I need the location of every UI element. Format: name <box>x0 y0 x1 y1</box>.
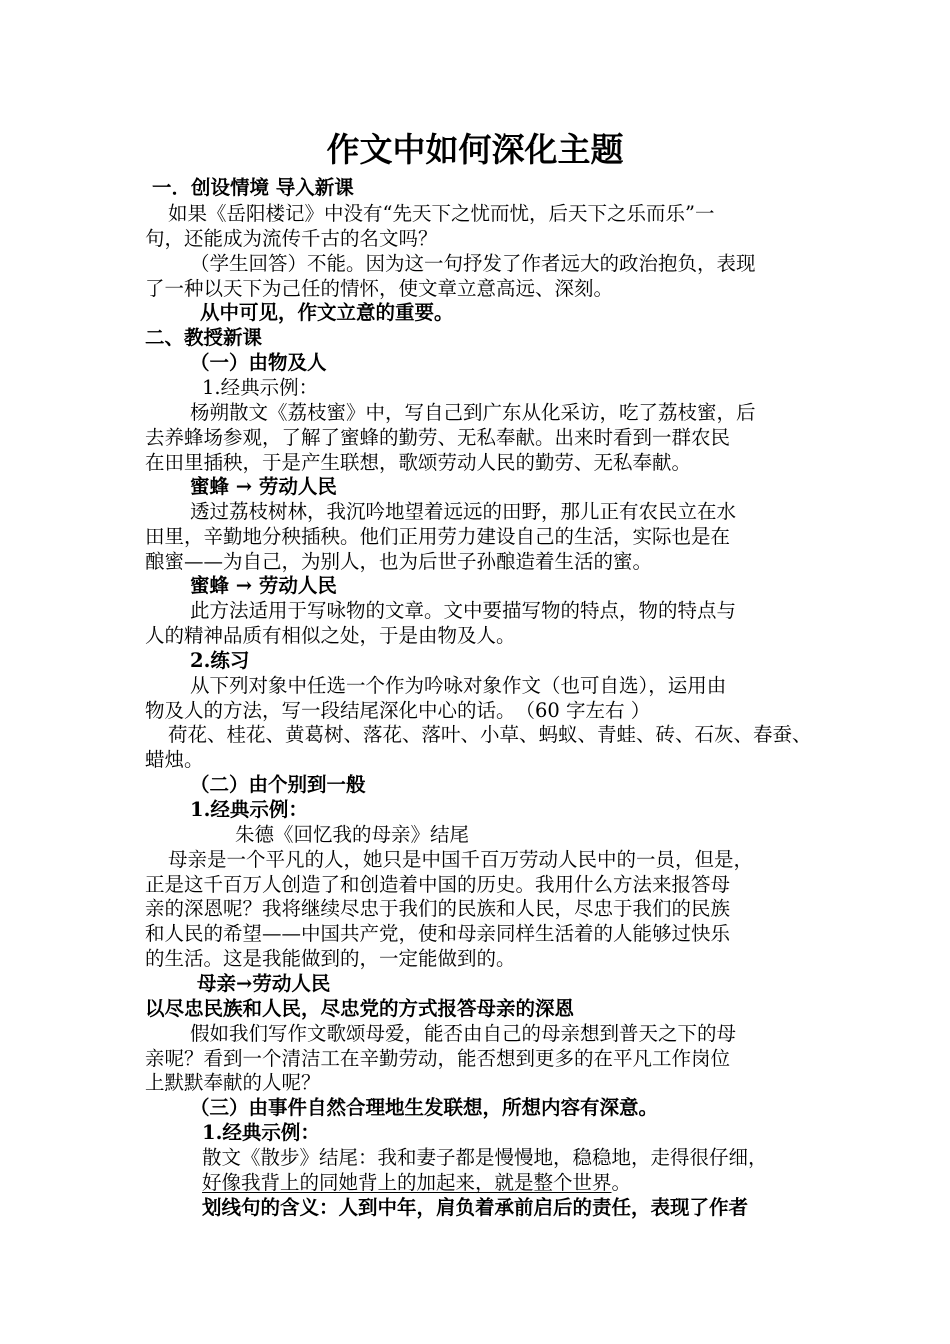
paragraph-line: 句，还能成为流传千古的名文吗？ <box>145 227 438 250</box>
emphasis-line: 以尽忠民族和人民，尽忠党的方式报答母亲的深恩 <box>145 997 575 1020</box>
example-label: 1.经典示例： <box>202 376 319 399</box>
paragraph-line: 杨朔散文《荔枝蜜》中，写自己到广东从化采访，吃了荔枝蜜，后 <box>190 401 756 424</box>
relation-line: 蜜蜂 → 劳动人民 <box>190 475 337 498</box>
paragraph-line: 亲呢？看到一个清洁工在辛勤劳动，能否想到更多的在平凡工作岗位 <box>145 1047 731 1070</box>
paragraph-line: 人的精神品质有相似之处，于是由物及人。 <box>145 624 516 647</box>
paragraph-line: 物及人的方法，写一段结尾深化中心的话。 （60 字左右 ） <box>145 699 651 722</box>
paragraph-line: 如果《岳阳楼记》中没有“先天下之忧而忧，后天下之乐而乐”一 <box>168 202 715 225</box>
underlined-sentence-line <box>202 1170 631 1195</box>
document-title: 作文中如何深化主题 <box>326 130 624 169</box>
paragraph-line: 亲的深恩呢？我将继续尽忠于我们的民族和人民，尽忠于我们的民族 <box>145 897 731 920</box>
exercise-label: 2.练习 <box>190 649 250 672</box>
emphasis-line: 从中可见，作文立意的重要。 <box>200 301 454 324</box>
example-label: 1.经典示例： <box>202 1121 320 1144</box>
subsection-heading: （二）由个别到一般 <box>190 773 366 796</box>
underlined-sentence: 好像我背上的同她背上的加起来，就是整个世界 <box>202 1171 612 1194</box>
paragraph-line: 荷花、桂花、黄葛树、落花、落叶、小草、蚂蚁、青蛙、砖、石灰、春蚕、 <box>168 723 812 746</box>
paragraph-line: 和人民的希望——中国共产党，使和母亲同样生活着的人能够过快乐 <box>145 922 731 945</box>
paragraph-line: 正是这千百万人创造了和创造着中国的历史。我用什么方法来报答母 <box>145 873 731 896</box>
paragraph-line: 假如我们写作文歌颂母爱，能否由自己的母亲想到普天之下的母 <box>190 1022 737 1045</box>
explanation-line: 划线句的含义：人到中年，肩负着承前启后的责任，表现了作者 <box>202 1196 749 1219</box>
paragraph-line: 蜡烛。 <box>145 748 204 771</box>
paragraph-line: 透过荔枝树林，我沉吟地望着远远的田野，那儿正有农民立在水 <box>190 500 737 523</box>
paragraph-line: 从下列对象中任选一个作为吟咏对象作文（也可自选），运用由 <box>190 674 727 697</box>
example-label: 1.经典示例： <box>190 798 308 821</box>
relation-line: 母亲→劳动人民 <box>197 972 331 995</box>
paragraph-line: 上默默奉献的人呢？ <box>145 1071 321 1094</box>
section-heading: 二、教授新课 <box>145 326 263 349</box>
sentence-end: 。 <box>611 1171 632 1194</box>
paragraph-line: 母亲是一个平凡的人，她只是中国千百万劳动人民中的一员，但是， <box>168 848 754 871</box>
paragraph-line: 在田里插秧，于是产生联想，歌颂劳动人民的勤劳、无私奉献。 <box>145 451 692 474</box>
paragraph-line: （学生回答）不能。因为这一句抒发了作者远大的政治抱负，表现 <box>190 252 756 275</box>
quote-source: 朱德《回忆我的母亲》结尾 <box>235 823 470 846</box>
subsection-heading: （一）由物及人 <box>190 351 327 374</box>
paragraph-line: 酿蜜——为自己，为别人，也为后世子孙酿造着生活的蜜。 <box>145 550 653 573</box>
paragraph-line: 此方法适用于写咏物的文章。文中要描写物的特点，物的特点与 <box>190 599 737 622</box>
subsection-heading: （三）由事件自然合理地生发联想，所想内容有深意。 <box>190 1096 659 1119</box>
paragraph-line: 了一种以天下为己任的情怀，使文章立意高远、深刻。 <box>145 277 614 300</box>
paragraph-line: 去养蜂场参观，了解了蜜蜂的勤劳、无私奉献。出来时看到一群农民 <box>145 426 731 449</box>
paragraph-line: 散文《散步》结尾：我和妻子都是慢慢地，稳稳地，走得很仔细， <box>202 1146 768 1169</box>
paragraph-line: 的生活。这是我能做到的，一定能做到的。 <box>145 947 516 970</box>
relation-line: 蜜蜂 → 劳动人民 <box>190 574 337 597</box>
paragraph-line: 田里，辛勤地分秧插秧。他们正用劳力建设自己的生活，实际也是在 <box>145 525 731 548</box>
section-heading: 一．创设情境 导入新课 <box>152 176 354 199</box>
